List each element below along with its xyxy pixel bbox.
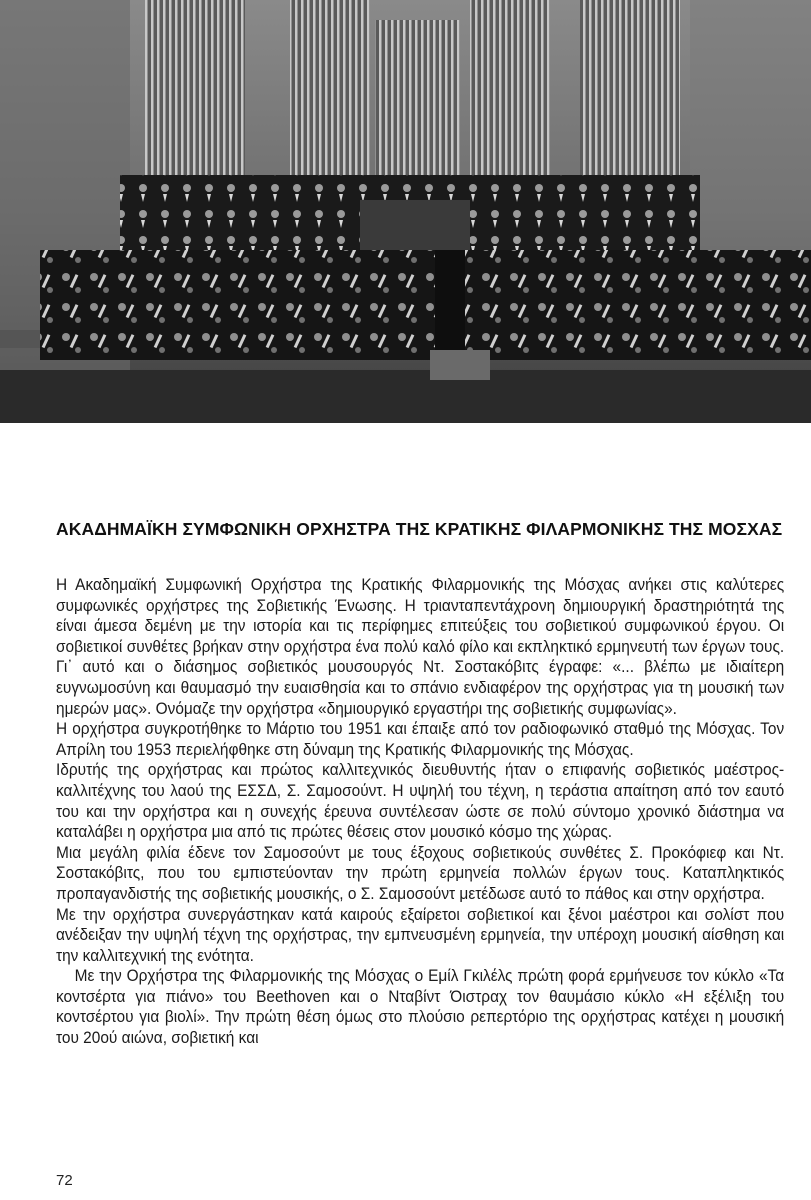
article-body bbox=[56, 575, 785, 1049]
paragraph: Με την ορχήστρα συνεργάστηκαν κατά καιρούς εξαίρετοι σοβιετικοί και ξένοι μαέστροι και σολίστ που ανέδειξαν την υψηλή τέχνη της ορχήστρας, την εμπνευσμένη ερμηνεία, την υπέροχη μουσική αίσθηση και την καλλιτεχνική της ενότητα. bbox=[56, 904, 785, 965]
paragraph: Η ορχήστρα συγκροτήθηκε το Μάρτιο του 1951 και έπαιξε από τον ραδιοφωνικό σταθμό της Μόσχας. Τον Απρίλη του 1953 περιελήφθηκε στη δύναμη της Κρατικής Φιλαρμονικής της Μόσχας. bbox=[56, 719, 785, 759]
orchestra-photo-illustration bbox=[0, 0, 811, 423]
orchestra-photo bbox=[0, 0, 811, 423]
paragraph: Η Ακαδημαϊκή Συμφωνική Ορχήστρα της Κρατικής Φιλαρμονικής της Μόσχας ανήκει στις καλύτερες συμφωνικές ορχήστρες της Σοβιετικής Ένωσης. Η τριανταπεντάχρονη δημιουργική δραστηριότητά της είναι άμεσα δεμένη με την ιστορία και τις περίφημες επιτεύξεις του σοβιετικού συμφωνικού έργου. Οι σοβιετικοί συνθέτες βρήκαν στην ορχήστρα ένα πολύ καλό φίλο και εκπληκτικό ερμηνευτή των έργων τους. Γι᾽ αυτό και ο διάσημος σοβιετικός μουσουργός Ντ. Σοστακόβιτς έγραφε: «... βλέπω με ιδιαίτερη ευγνωμοσύνη και θαυμασμό την ευαισθησία και το σπάνιο ενδιαφέρον της ορχήστρας για τη μουσική των ημερών μας». Ονόμαζε την ορχήστρα «δημιουργικό εργαστήρι της σοβιετικής συμφωνίας». bbox=[56, 575, 785, 718]
paragraph: Με την Ορχήστρα της Φιλαρμονικής της Μόσχας ο Εμίλ Γκιλέλς πρώτη φορά ερμήνευσε τον κύκλο «Τα κοντσέρτα για πιάνο» του Beethoven και ο Νταβίντ Όιστραχ τον θαυμάσιο κύκλο «Η εξέλιξη του κοντσέρτου για βιολί». Την πρώτη θέση όμως στο πλούσιο ρεπερτόριο της ορχήστρας κατέχει η μουσική του 20ού αιώνα, σοβιετική και bbox=[56, 966, 785, 1048]
paragraph: Ιδρυτής της ορχήστρας και πρώτος καλλιτεχνικός διευθυντής ήταν ο επιφανής σοβιετικός μαέστρος-καλλιτέχνης του λαού της ΕΣΣΔ, Σ. Σαμοσούντ. Η υψηλή του τέχνη, η τεράστια απαίτηση από τον εαυτό του και την ορχήστρα και η συνεχής έρευνα συντέλεσαν ώστε σε πολύ σύντομο χρονικό διάστημα να καταλάβει η ορχήστρα μια από τις πρώτες θέσεις στον μουσικό κόσμο της χώρας. bbox=[56, 760, 785, 842]
page-number: 72 bbox=[56, 1172, 73, 1189]
article-title: ΑΚΑΔΗΜΑΪΚΗ ΣΥΜΦΩΝΙΚΗ ΟΡΧΗΣΤΡΑ ΤΗΣ ΚΡΑΤΙΚΗΣ ΦΙΛΑΡΜΟΝΙΚΗΣ ΤΗΣ ΜΟΣΧΑΣ bbox=[56, 519, 783, 539]
paragraph: Μια μεγάλη φιλία έδενε τον Σαμοσούντ με τους έξοχους σοβιετικούς συνθέτες Σ. Προκόφιεφ και Ντ. Σοστακόβιτς, που του εμπιστεύονταν την πρώτη ερμηνεία πολλών έργων τους. Καταπληκτικός προπαγανδιστής της σοβιετικής μουσικής, ο Σ. Σαμοσούντ μετέδωσε αυτό το πάθος και στην ορχήστρα. bbox=[56, 842, 785, 903]
